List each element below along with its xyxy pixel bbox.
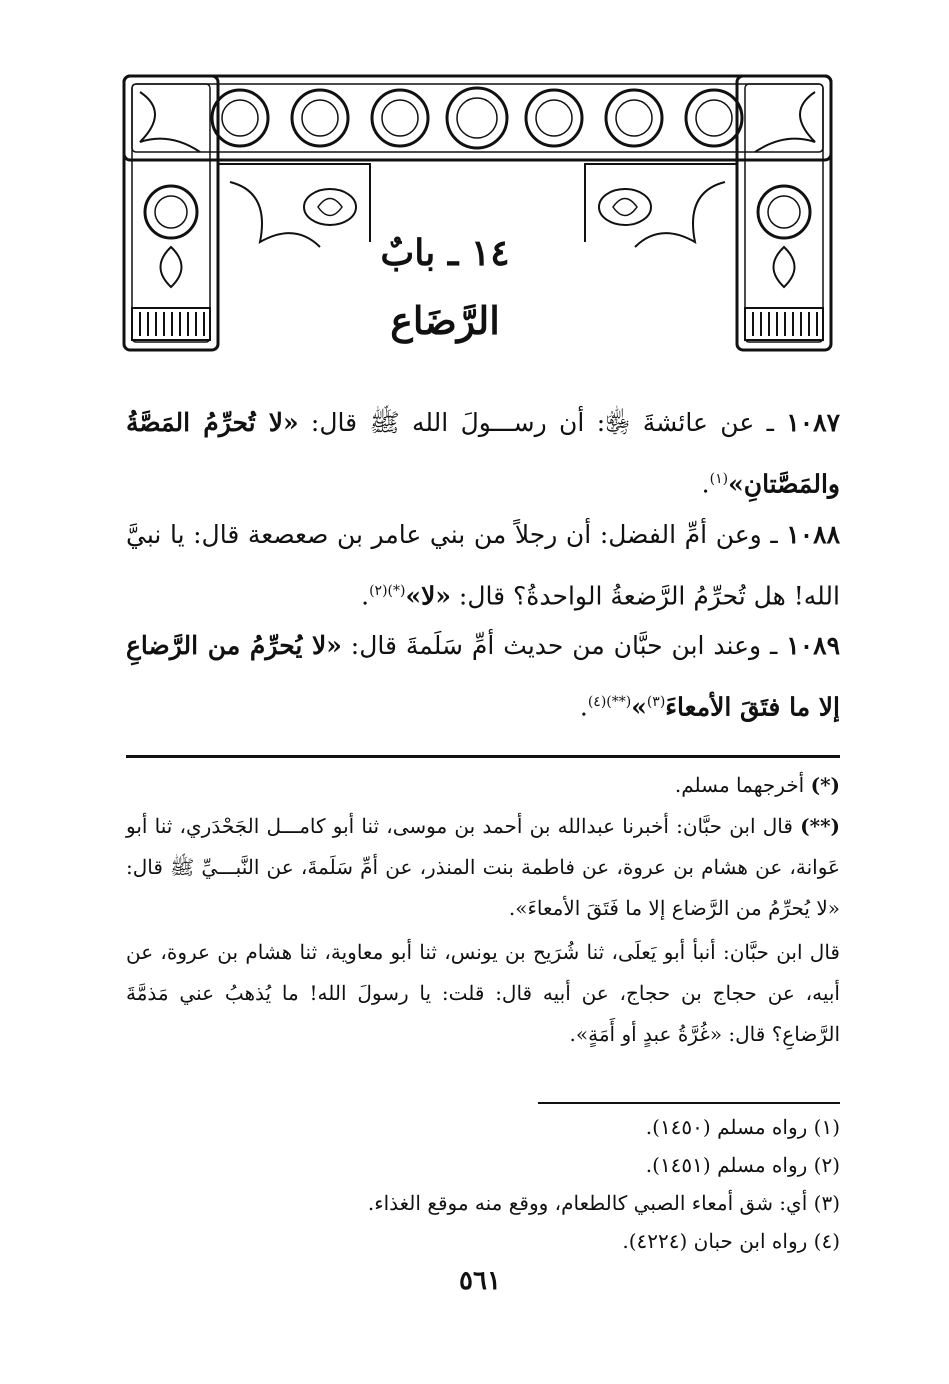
quote-close: » — [631, 692, 647, 722]
note-2 — [126, 806, 840, 929]
footnote-divider — [538, 1102, 840, 1104]
hadith-text: ـ وعن أمِّ الفضل: أن رجلاً من بني عامر بن صعصعة قال: يا نبيَّ الله! هل تُحرِّمُ الرَّضعةُ الواحدةُ؟ قال: — [126, 520, 840, 611]
footnote-ref: (*)(٢) — [369, 583, 406, 599]
footnote-text: رواه مسلم (١٤٥٠). — [645, 1115, 814, 1139]
footnote-ref: (**)(٤) — [587, 694, 632, 710]
chapter-number: ١٤ ـ بابٌ — [380, 232, 510, 274]
punctuation: . — [701, 469, 710, 499]
punctuation: . — [361, 581, 370, 611]
note-text: قال ابن حبَّان: أخبرنا عبدالله بن أحمد بن موسى، ثنا أبو كامـــل الجَحْدَري، ثنا أبو عَوانة، عن هشام بن عروة، عن فاطمة بنت المنذر، عن أمِّ سَلَمةَ، عن النَّبـــيِّ ﷺ قال: «لا يُحرِّمُ من الرَّضاع إلا ما فَتَقَ الأمعاءَ». — [126, 814, 840, 920]
note-text: قال ابن حبَّان: أنبأ أبو يَعلَى، ثنا شُرَيح بن يونس، ثنا أبو معاوية، ثنا هشام بن عروة، عن أبيه، عن حجاج بن حجاج، عن أبيه قال: قلت: يا رسولَ الله! ما يُذهبُ عني مَذمَّةَ الرَّضاعِ؟ قال: «غُرَّةُ عبدٍ أو أَمَةٍ». — [126, 940, 840, 1046]
footnote-4 — [126, 1222, 840, 1260]
footnote-number: (١) — [813, 1115, 840, 1139]
section-divider — [126, 755, 840, 758]
note-3 — [126, 932, 840, 1055]
note-mark: (**) — [800, 814, 840, 838]
hadith-1089 — [126, 618, 840, 735]
page-number: ٥٦١ — [459, 1266, 501, 1296]
hadith-quote: «لا تُحرِّمُ المَصَّةُ والمَصَّتانِ» — [126, 408, 840, 499]
footnote-ref: (٣) — [646, 694, 666, 710]
footnote-3 — [126, 1184, 840, 1222]
footnote-ref: (١) — [709, 471, 729, 487]
hadith-1088 — [126, 507, 840, 624]
footnote-number: (٢) — [813, 1153, 840, 1177]
hadith-text: ـ عن عائشةَ ﵂: أن رســـولَ الله ﷺ قال: — [298, 408, 787, 437]
hadith-number: ١٠٨٨ — [786, 520, 840, 549]
hadith-number: ١٠٨٩ — [786, 631, 840, 660]
hadith-text: ـ وعند ابن حبَّان من حديث أمِّ سَلَمةَ قال: — [341, 631, 787, 660]
footnote-text: أي: شق أمعاء الصبي كالطعام، ووقع منه موقع الغذاء. — [367, 1191, 814, 1215]
hadith-1087 — [126, 395, 840, 512]
footnote-1 — [126, 1108, 840, 1146]
note-1 — [126, 765, 840, 806]
hadith-quote: «لا» — [405, 581, 451, 611]
note-text: أخرجهما مسلم. — [674, 773, 811, 797]
footnote-number: (٣) — [813, 1191, 840, 1215]
chapter-title: الرَّضَاع — [390, 298, 500, 343]
footnote-text: رواه مسلم (١٤٥١). — [645, 1153, 814, 1177]
hadith-number: ١٠٨٧ — [786, 408, 840, 437]
note-mark: (*) — [810, 773, 840, 797]
footnote-text: رواه ابن حبان (٤٢٢٤). — [622, 1229, 814, 1253]
footnote-number: (٤) — [813, 1229, 840, 1253]
punctuation: . — [579, 692, 588, 722]
hadith-quote: «لا يُحرِّمُ من الرَّضاعِ إلا ما فتَقَ الأمعاءَ — [126, 631, 840, 722]
footnote-2 — [126, 1146, 840, 1184]
